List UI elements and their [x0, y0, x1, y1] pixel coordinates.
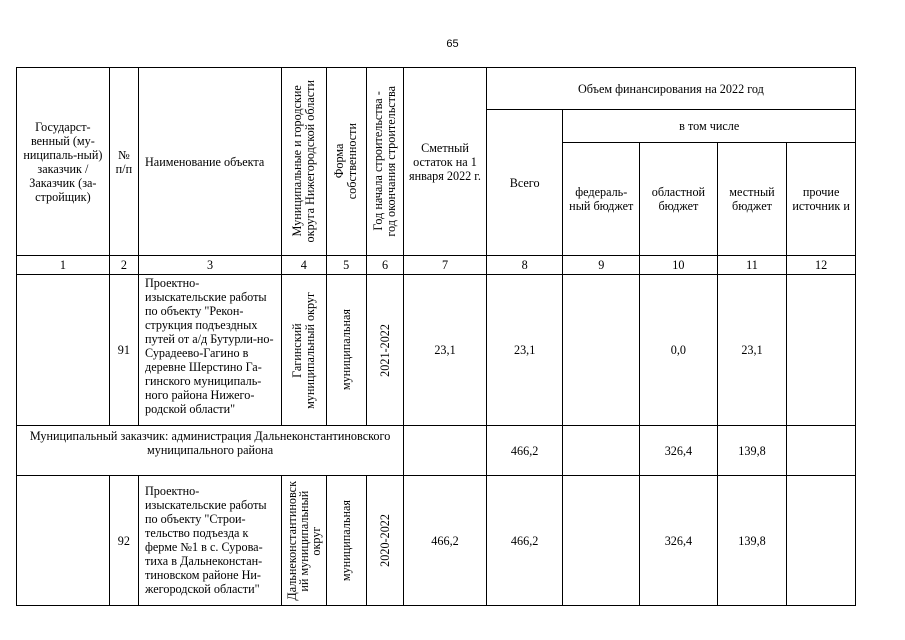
row-federal: [563, 275, 640, 426]
row-total: 466,2: [486, 476, 563, 606]
row-municipality: Гагинский муниципальный округ: [282, 275, 326, 426]
row-local: 139,8: [717, 426, 787, 476]
header-object-name: Наименование объекта: [139, 68, 282, 256]
column-number: 2: [109, 256, 138, 275]
column-number: 9: [563, 256, 640, 275]
row-object-name: Проектно-изыскательские работы по объекту "Рекон-струкция подъездных путей от а/д Бутурли-но-Сурадеево-Гагино в деревне Шерстино Га-гинского муниципаль-ного района Нижего-родской области": [139, 275, 282, 426]
row-regional: 326,4: [640, 476, 718, 606]
header-total: Всего: [486, 110, 563, 256]
row-object-name: Проектно-изыскательские работы по объекту "Строи-тельство подъезда к ферме №1 в с. Сурова-тиха в Дальнеконстан-тиновском районе Ни-жегородской области": [139, 476, 282, 606]
row-other: [787, 476, 856, 606]
row-municipality: Дальнеконстантиновск ий муниципальный округ: [282, 476, 326, 606]
header-years: Год начала строительства - год окончания строительства: [366, 68, 403, 256]
column-number: 12: [787, 256, 856, 275]
header-federal: федераль-ный бюджет: [563, 143, 640, 256]
row-total: 23,1: [486, 275, 563, 426]
column-number: 1: [17, 256, 110, 275]
row-customer-cell: [17, 476, 110, 606]
header-financing: Объем финансирования на 2022 год: [486, 68, 855, 110]
column-number: 10: [640, 256, 718, 275]
table-row: [17, 275, 856, 426]
header-municipality: Муниципальные и городские округа Нижегородской области: [282, 68, 326, 256]
row-federal: [563, 476, 640, 606]
row-estimate: [404, 426, 487, 476]
customer-heading: Муниципальный заказчик: администрация Дальнеконстантиновского муниципального района: [17, 426, 404, 476]
row-customer-cell: [17, 275, 110, 426]
header-customer: Государст-венный (му-ниципаль-ный) заказчик / Заказчик (за-стройщик): [17, 68, 110, 256]
row-regional: 326,4: [640, 426, 718, 476]
row-other: [787, 426, 856, 476]
header-including: в том числе: [563, 110, 856, 143]
column-number: 8: [486, 256, 563, 275]
header-local: местный бюджет: [717, 143, 787, 256]
column-number: 7: [404, 256, 487, 275]
column-number: 4: [282, 256, 326, 275]
customer-heading-row: [17, 426, 856, 476]
row-local: 139,8: [717, 476, 787, 606]
column-number: 11: [717, 256, 787, 275]
page-number: 65: [446, 38, 459, 50]
table-row: [17, 476, 856, 606]
row-local: 23,1: [717, 275, 787, 426]
row-federal: [563, 426, 640, 476]
header-regional: областной бюджет: [640, 143, 718, 256]
column-number: 3: [139, 256, 282, 275]
row-num: 92: [109, 476, 138, 606]
header-other: прочие источник и: [787, 143, 856, 256]
row-estimate: 466,2: [404, 476, 487, 606]
column-numbers-row: [17, 256, 856, 275]
column-number: 6: [366, 256, 403, 275]
header-num: № п/п: [109, 68, 138, 256]
row-num: 91: [109, 275, 138, 426]
header-estimate: Сметный остаток на 1 января 2022 г.: [404, 68, 487, 256]
row-estimate: 23,1: [404, 275, 487, 426]
row-ownership: муниципальная: [326, 275, 366, 426]
row-ownership: муниципальная: [326, 476, 366, 606]
row-years: 2020-2022: [366, 476, 403, 606]
row-regional: 0,0: [640, 275, 718, 426]
row-other: [787, 275, 856, 426]
header-ownership: Форма собственности: [326, 68, 366, 256]
column-number: 5: [326, 256, 366, 275]
financing-table: [16, 67, 856, 606]
row-years: 2021-2022: [366, 275, 403, 426]
row-total: 466,2: [486, 426, 563, 476]
